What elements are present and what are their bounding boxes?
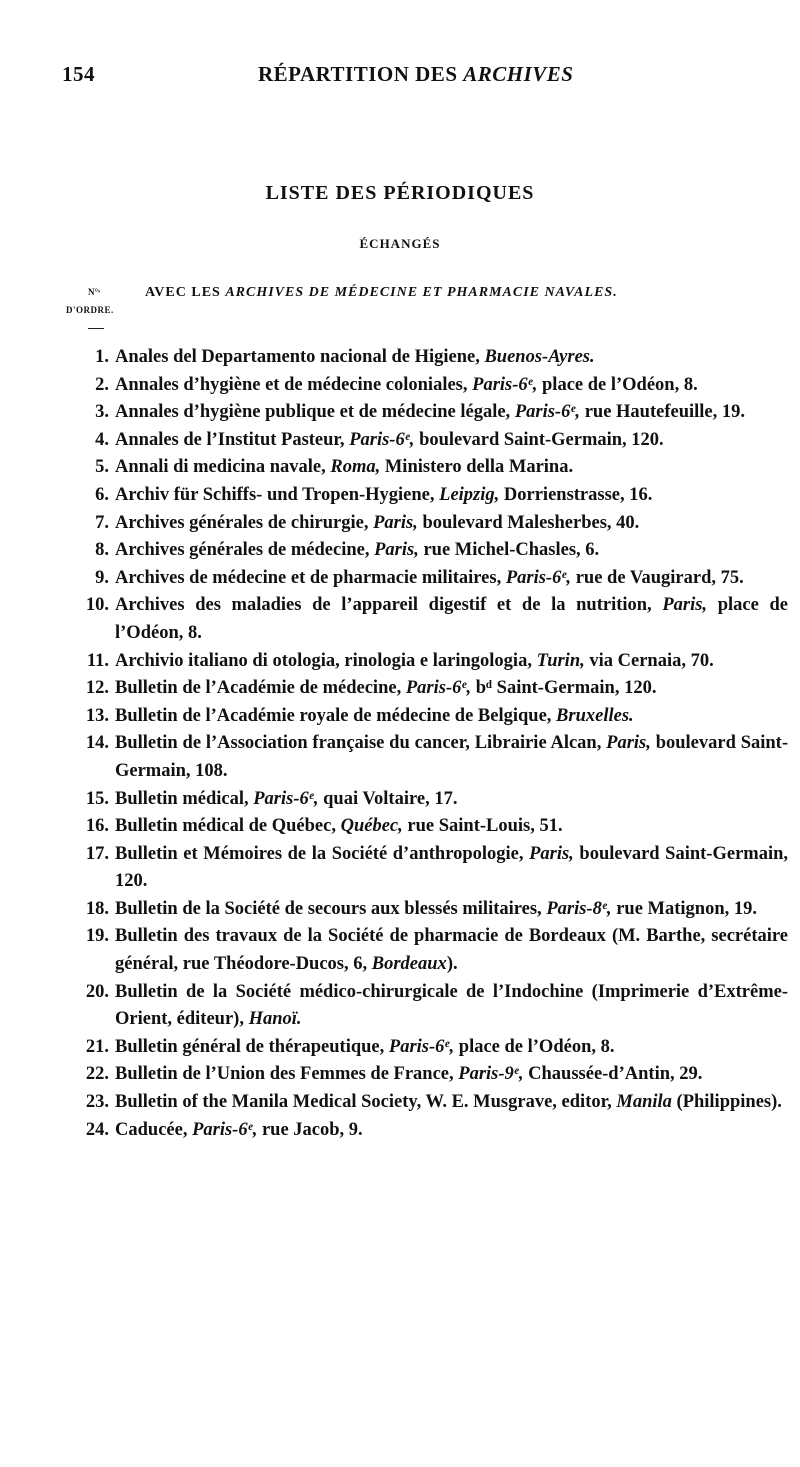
entry-city: Paris-6ᵉ, bbox=[349, 429, 415, 450]
list-item bbox=[72, 427, 788, 455]
entry-title: Bulletin médical, bbox=[115, 788, 254, 809]
entry-number: 17. bbox=[85, 843, 109, 864]
entry-title: Annales d’hygiène publique et de médecine légale, bbox=[115, 402, 515, 423]
list-item bbox=[72, 675, 788, 703]
entry-number: 4. bbox=[95, 429, 109, 450]
entry-title: Bulletin et Mémoires de la Société d’anthropologie, bbox=[115, 843, 530, 864]
entry-number: 6. bbox=[95, 484, 109, 505]
entry-address: bᵈ Saint-Germain, 120. bbox=[471, 678, 657, 699]
list-item bbox=[72, 1034, 788, 1062]
list-item bbox=[72, 454, 788, 482]
entry-address: ). bbox=[446, 954, 458, 975]
list-item bbox=[72, 1061, 788, 1089]
list-item bbox=[72, 1089, 788, 1117]
entry-title: Bulletin de la Société de secours aux blessés militaires, bbox=[115, 898, 547, 919]
entry-city: Paris-6ᵉ, bbox=[405, 678, 472, 699]
entry-address: (Philippines). bbox=[671, 1092, 782, 1113]
list-item bbox=[72, 813, 788, 841]
entry-city: Hanoï. bbox=[248, 1009, 302, 1030]
entry-address: boulevard Saint-Germain, 120. bbox=[115, 843, 788, 892]
list-item bbox=[72, 979, 788, 1034]
entry-number: 11. bbox=[86, 650, 109, 671]
entry-text bbox=[115, 923, 788, 978]
entry-city: Paris-6ᵉ, bbox=[505, 567, 572, 588]
entry-title: Archives générales de médecine, bbox=[115, 540, 375, 561]
running-title bbox=[258, 62, 573, 87]
list-item bbox=[72, 730, 788, 785]
entry-number: 2. bbox=[95, 374, 109, 395]
list-item bbox=[72, 372, 788, 400]
entry-number: 12. bbox=[85, 678, 109, 699]
list-item bbox=[72, 786, 788, 814]
column-number-label: N°ˢ bbox=[88, 287, 101, 297]
entry-city: Paris, bbox=[529, 843, 574, 864]
entry-number: 10. bbox=[85, 595, 109, 616]
entry-text bbox=[115, 454, 788, 482]
entry-text bbox=[115, 537, 788, 565]
entry-city: Roma, bbox=[330, 457, 381, 478]
entry-number: 16. bbox=[85, 816, 109, 837]
entry-number: 19. bbox=[85, 926, 109, 947]
entry-address: place de l’Odéon, 8. bbox=[115, 595, 788, 643]
entry-city: Bruxelles. bbox=[556, 705, 634, 726]
entry-number: 23. bbox=[85, 1092, 109, 1113]
entry-text bbox=[115, 344, 788, 372]
list-item bbox=[72, 592, 788, 647]
entry-title: Bulletin général de thérapeutique, bbox=[115, 1036, 389, 1057]
entry-city: Paris-6ᵉ, bbox=[388, 1036, 455, 1057]
entry-number: 5. bbox=[95, 457, 109, 478]
entry-address: quai Voltaire, 17. bbox=[318, 788, 458, 809]
exchange-heading-italic: ARCHIVES DE MÉDECINE ET PHARMACIE NAVALES. bbox=[225, 285, 618, 300]
entry-title: Caducée, bbox=[115, 1119, 193, 1140]
entry-address: rue Jacob, 9. bbox=[257, 1119, 363, 1140]
entry-address: place de l’Odéon, 8. bbox=[454, 1036, 615, 1057]
running-title-italic: ARCHIVES bbox=[463, 62, 574, 86]
list-item bbox=[72, 648, 788, 676]
entry-title: Archives des maladies de l’appareil digestif et de la nutrition, bbox=[115, 595, 663, 616]
entry-city: Paris, bbox=[662, 595, 708, 616]
entry-city: Bordeaux bbox=[371, 954, 447, 975]
entry-number: 24. bbox=[85, 1119, 109, 1140]
entry-text bbox=[115, 1089, 788, 1117]
entry-number: 7. bbox=[95, 512, 109, 533]
entry-city: Paris-6ᵉ, bbox=[253, 788, 319, 809]
entry-city: Paris-8ᵉ, bbox=[546, 898, 612, 919]
entry-text bbox=[115, 565, 788, 593]
entry-address: rue Hautefeuille, 19. bbox=[580, 402, 745, 423]
column-head-rule bbox=[88, 328, 104, 329]
list-item bbox=[72, 537, 788, 565]
entry-title: Bulletin médical de Québec, bbox=[115, 816, 341, 837]
entry-text bbox=[115, 730, 788, 785]
entry-number: 20. bbox=[85, 981, 109, 1002]
entry-number: 15. bbox=[85, 788, 109, 809]
entry-number: 21. bbox=[85, 1036, 109, 1057]
entry-text bbox=[115, 1117, 788, 1145]
column-order-label: D'ORDRE. bbox=[66, 305, 114, 315]
entry-text bbox=[115, 813, 788, 841]
entry-address: boulevard Malesherbes, 40. bbox=[417, 512, 640, 533]
entry-city: Buenos-Ayres. bbox=[484, 347, 595, 367]
entry-city: Turin, bbox=[536, 650, 585, 671]
entry-title: Annales d’hygiène et de médecine coloniales, bbox=[115, 374, 473, 395]
entry-number: 3. bbox=[95, 402, 109, 423]
entry-address: boulevard Saint-Germain, 108. bbox=[115, 733, 788, 781]
entry-text bbox=[115, 648, 788, 676]
entry-city: Manila bbox=[616, 1092, 672, 1113]
list-item bbox=[72, 344, 788, 372]
entry-text bbox=[115, 896, 788, 924]
entry-text bbox=[115, 1034, 788, 1062]
entry-text bbox=[115, 592, 788, 647]
entry-city: Paris-6ᵉ, bbox=[472, 374, 538, 395]
entry-title: Archivio italiano di otologia, rinologia e laringologia, bbox=[115, 650, 537, 671]
entry-address: rue Matignon, 19. bbox=[611, 898, 757, 919]
entry-number: 1. bbox=[95, 347, 109, 367]
entry-number: 22. bbox=[85, 1064, 109, 1085]
entry-text bbox=[115, 1061, 788, 1089]
list-subtitle: ÉCHANGÉS bbox=[359, 236, 441, 251]
entry-address: Ministero della Marina. bbox=[380, 457, 574, 478]
entry-title: Archiv für Schiffs- und Tropen-Hygiene, bbox=[115, 484, 440, 505]
entry-address: rue Saint-Louis, 51. bbox=[402, 816, 563, 837]
entry-address: Dorrienstrasse, 16. bbox=[499, 484, 653, 505]
list-item bbox=[72, 841, 788, 896]
entry-number: 13. bbox=[85, 705, 109, 726]
entry-title: Bulletin de la Société médico-chirurgicale de l’Indochine (Imprimerie d’Extrême-Orient, éditeur), bbox=[115, 981, 788, 1030]
entry-address: rue de Vaugirard, 75. bbox=[571, 567, 744, 588]
list-item bbox=[72, 923, 788, 978]
entry-number: 14. bbox=[85, 733, 109, 754]
entry-title: Bulletin of the Manila Medical Society, W. E. Musgrave, editor, bbox=[115, 1092, 617, 1113]
running-title-prefix: RÉPARTITION DES bbox=[258, 62, 464, 86]
list-item bbox=[72, 399, 788, 427]
entry-title: Bulletin de l’Association française du cancer, Librairie Alcan, bbox=[115, 733, 607, 754]
list-item bbox=[72, 482, 788, 510]
entry-address: Chaussée-d’Antin, 29. bbox=[523, 1064, 703, 1085]
periodicals-list bbox=[72, 344, 788, 1144]
entry-text bbox=[115, 510, 788, 538]
exchange-heading bbox=[145, 285, 618, 301]
entry-title: Bulletin de l’Académie royale de médecine de Belgique, bbox=[115, 705, 557, 726]
entry-address: place de l’Odéon, 8. bbox=[537, 374, 698, 395]
list-item bbox=[72, 703, 788, 731]
entry-text bbox=[115, 675, 788, 703]
entry-text bbox=[115, 399, 788, 427]
page-number: 154 bbox=[62, 62, 95, 86]
entry-city: Paris-6ᵉ, bbox=[192, 1119, 258, 1140]
entry-text bbox=[115, 372, 788, 400]
entry-address: boulevard Saint-Germain, 120. bbox=[414, 429, 664, 450]
entry-city: Paris, bbox=[606, 733, 651, 754]
list-title: LISTE DES PÉRIODIQUES bbox=[265, 182, 535, 204]
entry-city: Paris-6ᵉ, bbox=[514, 402, 581, 423]
list-item bbox=[72, 565, 788, 593]
entry-title: Anales del Departamento nacional de Higiene, bbox=[115, 347, 485, 367]
entry-text bbox=[115, 427, 788, 455]
list-item bbox=[72, 1117, 788, 1145]
entry-title: Bulletin de l’Union des Femmes de France, bbox=[115, 1064, 459, 1085]
entry-title: Archives de médecine et de pharmacie militaires, bbox=[115, 567, 506, 588]
entry-city: Québec, bbox=[340, 816, 403, 837]
entry-title: Annales de l’Institut Pasteur, bbox=[115, 429, 350, 450]
list-item bbox=[72, 896, 788, 924]
entry-title: Bulletin des travaux de la Société de pharmacie de Bordeaux (M. Barthe, secrétaire général, rue Théodore-Ducos, 6, bbox=[115, 926, 788, 975]
running-head bbox=[62, 62, 770, 92]
entry-city: Paris-9ᵉ, bbox=[458, 1064, 524, 1085]
entry-text bbox=[115, 703, 788, 731]
entry-number: 8. bbox=[95, 540, 109, 561]
entry-title: Bulletin de l’Académie de médecine, bbox=[115, 678, 406, 699]
exchange-heading-prefix: AVEC LES bbox=[145, 285, 226, 300]
entry-address: rue Michel-Chasles, 6. bbox=[418, 540, 600, 561]
entry-number: 9. bbox=[95, 567, 109, 588]
entry-text bbox=[115, 979, 788, 1034]
entry-address: via Cernaia, 70. bbox=[584, 650, 714, 671]
entry-text bbox=[115, 482, 788, 510]
entry-city: Paris, bbox=[373, 512, 418, 533]
list-item bbox=[72, 510, 788, 538]
entry-text bbox=[115, 841, 788, 896]
entry-city: Leipzig, bbox=[439, 484, 500, 505]
entry-title: Annali di medicina navale, bbox=[115, 457, 331, 478]
entry-title: Archives générales de chirurgie, bbox=[115, 512, 374, 533]
entry-city: Paris, bbox=[374, 540, 419, 561]
entry-number: 18. bbox=[85, 898, 109, 919]
entry-text bbox=[115, 786, 788, 814]
